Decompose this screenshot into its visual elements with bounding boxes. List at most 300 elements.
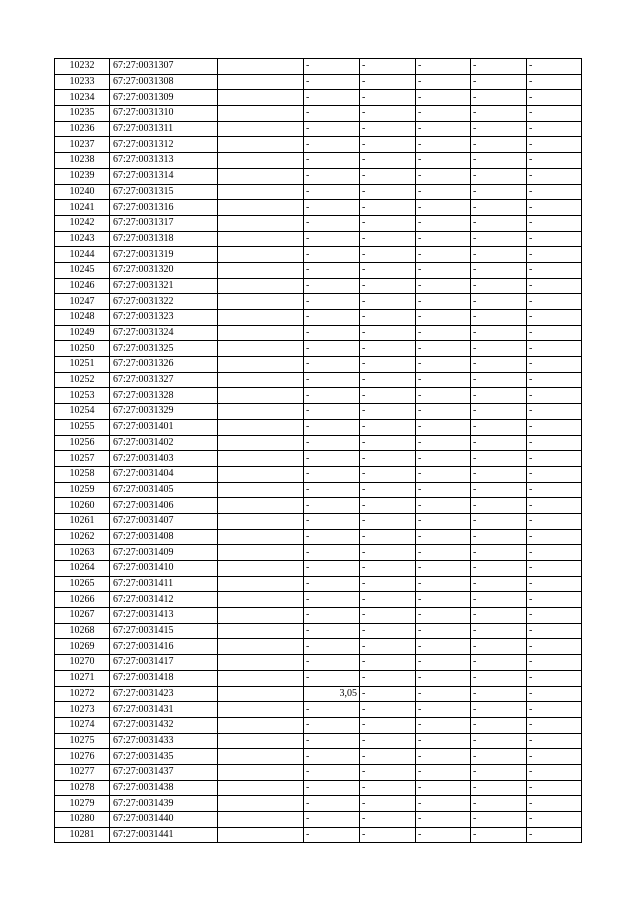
cell-col-4: - <box>304 623 360 639</box>
cell-col-7: - <box>471 90 527 106</box>
cell-col-8: - <box>527 59 582 75</box>
table-row <box>55 404 582 420</box>
cell-col-7: - <box>471 121 527 137</box>
cell-number: 10255 <box>55 419 110 435</box>
cell-cadastral-code: 67:27:0031321 <box>110 278 218 294</box>
cell-col-5: - <box>360 827 416 843</box>
table-row <box>55 702 582 718</box>
cell-number: 10237 <box>55 137 110 153</box>
cell-col-7: - <box>471 608 527 624</box>
cell-col-8: - <box>527 404 582 420</box>
cell-col-7: - <box>471 106 527 122</box>
cell-number: 10245 <box>55 262 110 278</box>
cell-col-3 <box>218 545 304 561</box>
cell-number: 10240 <box>55 184 110 200</box>
cell-col-8: - <box>527 482 582 498</box>
cell-cadastral-code: 67:27:0031437 <box>110 764 218 780</box>
table-row <box>55 451 582 467</box>
cell-col-7: - <box>471 184 527 200</box>
cell-col-6: - <box>416 200 471 216</box>
cell-number: 10251 <box>55 357 110 373</box>
cell-col-4: - <box>304 482 360 498</box>
cell-cadastral-code: 67:27:0031328 <box>110 388 218 404</box>
cell-col-4: - <box>304 247 360 263</box>
cell-col-6: - <box>416 357 471 373</box>
cell-col-5: - <box>360 780 416 796</box>
cell-cadastral-code: 67:27:0031320 <box>110 262 218 278</box>
cell-col-6: - <box>416 702 471 718</box>
cell-cadastral-code: 67:27:0031405 <box>110 482 218 498</box>
cell-col-5: - <box>360 294 416 310</box>
cell-col-8: - <box>527 592 582 608</box>
table-row <box>55 90 582 106</box>
cell-col-7: - <box>471 137 527 153</box>
cell-col-8: - <box>527 231 582 247</box>
cell-cadastral-code: 67:27:0031327 <box>110 372 218 388</box>
cell-col-7: - <box>471 482 527 498</box>
cell-number: 10242 <box>55 215 110 231</box>
cell-col-6: - <box>416 780 471 796</box>
cell-col-8: - <box>527 168 582 184</box>
table-row <box>55 294 582 310</box>
cell-col-6: - <box>416 184 471 200</box>
cell-col-4: - <box>304 215 360 231</box>
cell-col-5: - <box>360 341 416 357</box>
cell-col-4: - <box>304 561 360 577</box>
cell-cadastral-code: 67:27:0031326 <box>110 357 218 373</box>
cell-col-5: - <box>360 59 416 75</box>
cell-col-6: - <box>416 419 471 435</box>
cell-col-7: - <box>471 749 527 765</box>
cell-number: 10273 <box>55 702 110 718</box>
table-row <box>55 717 582 733</box>
cell-col-7: - <box>471 796 527 812</box>
cell-col-6: - <box>416 466 471 482</box>
cell-col-3 <box>218 247 304 263</box>
cell-col-4: - <box>304 372 360 388</box>
cell-col-7: - <box>471 529 527 545</box>
cell-cadastral-code: 67:27:0031440 <box>110 812 218 828</box>
cell-col-8: - <box>527 262 582 278</box>
cell-cadastral-code: 67:27:0031433 <box>110 733 218 749</box>
table-row <box>55 153 582 169</box>
table-row <box>55 561 582 577</box>
cell-col-8: - <box>527 576 582 592</box>
cell-col-8: - <box>527 812 582 828</box>
table-row <box>55 545 582 561</box>
cell-col-6: - <box>416 74 471 90</box>
cell-col-4: - <box>304 451 360 467</box>
table-row <box>55 121 582 137</box>
cell-col-7: - <box>471 341 527 357</box>
cell-col-7: - <box>471 545 527 561</box>
cell-col-8: - <box>527 357 582 373</box>
cell-col-5: - <box>360 451 416 467</box>
cell-col-8: - <box>527 466 582 482</box>
cell-col-5: - <box>360 623 416 639</box>
table-row <box>55 764 582 780</box>
cell-col-7: - <box>471 780 527 796</box>
cell-number: 10269 <box>55 639 110 655</box>
cell-col-4: - <box>304 764 360 780</box>
cell-col-5: - <box>360 608 416 624</box>
cell-col-3 <box>218 686 304 702</box>
cell-col-3 <box>218 655 304 671</box>
cell-cadastral-code: 67:27:0031314 <box>110 168 218 184</box>
cell-col-5: - <box>360 482 416 498</box>
cell-col-8: - <box>527 372 582 388</box>
cell-cadastral-code: 67:27:0031416 <box>110 639 218 655</box>
cell-col-4: - <box>304 529 360 545</box>
cell-cadastral-code: 67:27:0031324 <box>110 325 218 341</box>
cell-col-5: - <box>360 686 416 702</box>
cell-col-3 <box>218 137 304 153</box>
cell-col-3 <box>218 812 304 828</box>
table-row <box>55 435 582 451</box>
cell-col-7: - <box>471 812 527 828</box>
cell-col-8: - <box>527 90 582 106</box>
cell-number: 10253 <box>55 388 110 404</box>
cell-col-6: - <box>416 482 471 498</box>
cell-number: 10261 <box>55 513 110 529</box>
cell-cadastral-code: 67:27:0031406 <box>110 498 218 514</box>
cell-col-5: - <box>360 357 416 373</box>
cell-cadastral-code: 67:27:0031418 <box>110 670 218 686</box>
cell-col-7: - <box>471 310 527 326</box>
cell-cadastral-code: 67:27:0031423 <box>110 686 218 702</box>
cell-col-5: - <box>360 168 416 184</box>
table-row <box>55 498 582 514</box>
cell-number: 10249 <box>55 325 110 341</box>
cell-col-8: - <box>527 419 582 435</box>
cell-col-8: - <box>527 827 582 843</box>
cell-col-5: - <box>360 764 416 780</box>
cell-col-6: - <box>416 749 471 765</box>
table-row <box>55 670 582 686</box>
cell-number: 10272 <box>55 686 110 702</box>
cell-col-8: - <box>527 106 582 122</box>
cell-col-7: - <box>471 576 527 592</box>
cell-col-4: - <box>304 796 360 812</box>
cell-col-8: - <box>527 623 582 639</box>
table-row <box>55 796 582 812</box>
cell-number: 10277 <box>55 764 110 780</box>
table-row <box>55 341 582 357</box>
cell-col-3 <box>218 482 304 498</box>
cell-col-8: - <box>527 310 582 326</box>
cell-col-7: - <box>471 670 527 686</box>
cell-col-3 <box>218 388 304 404</box>
cell-number: 10244 <box>55 247 110 263</box>
cell-col-5: - <box>360 310 416 326</box>
cell-col-4: - <box>304 670 360 686</box>
cell-col-3 <box>218 59 304 75</box>
cell-col-4: - <box>304 702 360 718</box>
table-row <box>55 608 582 624</box>
cell-col-8: - <box>527 513 582 529</box>
cell-col-3 <box>218 764 304 780</box>
cell-col-6: - <box>416 592 471 608</box>
cell-number: 10235 <box>55 106 110 122</box>
cell-col-5: - <box>360 247 416 263</box>
cell-col-6: - <box>416 670 471 686</box>
cell-col-3 <box>218 90 304 106</box>
cell-col-8: - <box>527 74 582 90</box>
cell-col-3 <box>218 262 304 278</box>
cell-col-7: - <box>471 294 527 310</box>
cell-number: 10257 <box>55 451 110 467</box>
cell-col-3 <box>218 310 304 326</box>
cell-col-6: - <box>416 325 471 341</box>
cell-number: 10275 <box>55 733 110 749</box>
cell-cadastral-code: 67:27:0031438 <box>110 780 218 796</box>
cell-col-3 <box>218 561 304 577</box>
table-row <box>55 310 582 326</box>
cell-col-5: - <box>360 121 416 137</box>
table-row <box>55 200 582 216</box>
cell-col-7: - <box>471 278 527 294</box>
cell-cadastral-code: 67:27:0031312 <box>110 137 218 153</box>
cell-col-6: - <box>416 137 471 153</box>
cell-col-6: - <box>416 388 471 404</box>
cell-col-7: - <box>471 372 527 388</box>
cell-col-3 <box>218 608 304 624</box>
cell-col-4: - <box>304 545 360 561</box>
cell-col-6: - <box>416 294 471 310</box>
cell-number: 10241 <box>55 200 110 216</box>
cell-col-3 <box>218 749 304 765</box>
cell-col-5: - <box>360 278 416 294</box>
cell-cadastral-code: 67:27:0031308 <box>110 74 218 90</box>
cell-col-6: - <box>416 341 471 357</box>
cell-col-3 <box>218 231 304 247</box>
table-row <box>55 184 582 200</box>
cell-col-8: - <box>527 278 582 294</box>
cell-col-6: - <box>416 545 471 561</box>
cell-number: 10276 <box>55 749 110 765</box>
cell-col-5: - <box>360 717 416 733</box>
cell-number: 10238 <box>55 153 110 169</box>
table-row <box>55 529 582 545</box>
cell-number: 10265 <box>55 576 110 592</box>
table-row <box>55 106 582 122</box>
cell-col-6: - <box>416 529 471 545</box>
cell-col-4: - <box>304 325 360 341</box>
cell-col-5: - <box>360 561 416 577</box>
cell-col-6: - <box>416 639 471 655</box>
cell-col-3 <box>218 74 304 90</box>
cell-col-3 <box>218 702 304 718</box>
cell-col-3 <box>218 592 304 608</box>
table-row <box>55 686 582 702</box>
cell-col-7: - <box>471 561 527 577</box>
cell-number: 10260 <box>55 498 110 514</box>
cell-col-3 <box>218 513 304 529</box>
cell-col-7: - <box>471 639 527 655</box>
cell-col-4: - <box>304 513 360 529</box>
cell-col-4: - <box>304 812 360 828</box>
table-row <box>55 247 582 263</box>
table-row <box>55 827 582 843</box>
cell-col-7: - <box>471 231 527 247</box>
cell-col-3 <box>218 435 304 451</box>
cell-col-5: - <box>360 231 416 247</box>
cell-number: 10234 <box>55 90 110 106</box>
cell-col-6: - <box>416 796 471 812</box>
cell-col-4: 3,05 <box>304 686 360 702</box>
cell-cadastral-code: 67:27:0031325 <box>110 341 218 357</box>
cell-col-4: - <box>304 357 360 373</box>
cell-col-8: - <box>527 561 582 577</box>
cell-col-8: - <box>527 796 582 812</box>
table-row <box>55 482 582 498</box>
cell-col-4: - <box>304 168 360 184</box>
cell-col-5: - <box>360 184 416 200</box>
cell-col-4: - <box>304 262 360 278</box>
cell-number: 10281 <box>55 827 110 843</box>
cell-col-6: - <box>416 498 471 514</box>
cell-col-4: - <box>304 435 360 451</box>
cell-col-4: - <box>304 639 360 655</box>
cell-col-5: - <box>360 74 416 90</box>
cell-col-4: - <box>304 827 360 843</box>
cell-number: 10250 <box>55 341 110 357</box>
cell-col-6: - <box>416 451 471 467</box>
cell-col-7: - <box>471 466 527 482</box>
cell-col-8: - <box>527 545 582 561</box>
cell-col-4: - <box>304 231 360 247</box>
cell-col-8: - <box>527 184 582 200</box>
cell-cadastral-code: 67:27:0031403 <box>110 451 218 467</box>
cell-col-4: - <box>304 294 360 310</box>
cell-col-6: - <box>416 106 471 122</box>
cell-col-6: - <box>416 764 471 780</box>
cell-number: 10233 <box>55 74 110 90</box>
cell-col-4: - <box>304 153 360 169</box>
cell-cadastral-code: 67:27:0031329 <box>110 404 218 420</box>
cell-number: 10270 <box>55 655 110 671</box>
cell-col-5: - <box>360 576 416 592</box>
cell-col-3 <box>218 529 304 545</box>
cell-col-6: - <box>416 513 471 529</box>
cell-col-4: - <box>304 780 360 796</box>
table-row <box>55 262 582 278</box>
cell-number: 10256 <box>55 435 110 451</box>
cell-col-7: - <box>471 686 527 702</box>
cell-cadastral-code: 67:27:0031309 <box>110 90 218 106</box>
cell-col-6: - <box>416 247 471 263</box>
table-row <box>55 215 582 231</box>
cell-col-8: - <box>527 686 582 702</box>
cell-col-8: - <box>527 247 582 263</box>
cell-col-5: - <box>360 639 416 655</box>
cell-number: 10264 <box>55 561 110 577</box>
cell-cadastral-code: 67:27:0031322 <box>110 294 218 310</box>
cell-col-3 <box>218 451 304 467</box>
cell-col-5: - <box>360 749 416 765</box>
cell-col-7: - <box>471 623 527 639</box>
cell-cadastral-code: 67:27:0031404 <box>110 466 218 482</box>
cell-cadastral-code: 67:27:0031432 <box>110 717 218 733</box>
cell-col-8: - <box>527 325 582 341</box>
cell-col-3 <box>218 106 304 122</box>
cell-col-3 <box>218 200 304 216</box>
cell-col-6: - <box>416 215 471 231</box>
cell-col-7: - <box>471 764 527 780</box>
table-row <box>55 639 582 655</box>
cell-col-3 <box>218 670 304 686</box>
cell-col-6: - <box>416 576 471 592</box>
cell-number: 10278 <box>55 780 110 796</box>
cell-cadastral-code: 67:27:0031417 <box>110 655 218 671</box>
cell-col-3 <box>218 341 304 357</box>
cell-col-4: - <box>304 608 360 624</box>
cell-col-7: - <box>471 388 527 404</box>
cell-col-5: - <box>360 325 416 341</box>
cell-number: 10248 <box>55 310 110 326</box>
cell-col-4: - <box>304 404 360 420</box>
cell-col-4: - <box>304 466 360 482</box>
cell-col-4: - <box>304 576 360 592</box>
cell-col-5: - <box>360 419 416 435</box>
cell-cadastral-code: 67:27:0031410 <box>110 561 218 577</box>
cell-col-4: - <box>304 341 360 357</box>
cell-col-5: - <box>360 200 416 216</box>
table-row <box>55 812 582 828</box>
cell-col-6: - <box>416 608 471 624</box>
cell-col-7: - <box>471 435 527 451</box>
cell-col-3 <box>218 498 304 514</box>
cell-col-8: - <box>527 153 582 169</box>
cell-col-7: - <box>471 153 527 169</box>
cell-col-7: - <box>471 419 527 435</box>
cell-number: 10239 <box>55 168 110 184</box>
cell-col-3 <box>218 733 304 749</box>
cell-col-8: - <box>527 435 582 451</box>
cell-col-7: - <box>471 702 527 718</box>
cell-cadastral-code: 67:27:0031402 <box>110 435 218 451</box>
cell-col-6: - <box>416 404 471 420</box>
cell-col-6: - <box>416 310 471 326</box>
cell-number: 10279 <box>55 796 110 812</box>
table-row <box>55 592 582 608</box>
cell-col-7: - <box>471 717 527 733</box>
cell-col-5: - <box>360 90 416 106</box>
cell-cadastral-code: 67:27:0031407 <box>110 513 218 529</box>
cell-col-8: - <box>527 121 582 137</box>
cell-col-5: - <box>360 215 416 231</box>
cell-cadastral-code: 67:27:0031316 <box>110 200 218 216</box>
cell-number: 10266 <box>55 592 110 608</box>
cell-cadastral-code: 67:27:0031439 <box>110 796 218 812</box>
cell-col-8: - <box>527 388 582 404</box>
cell-col-5: - <box>360 529 416 545</box>
table-body <box>55 59 582 843</box>
cell-col-5: - <box>360 592 416 608</box>
cell-col-8: - <box>527 529 582 545</box>
cell-col-4: - <box>304 278 360 294</box>
cell-col-7: - <box>471 451 527 467</box>
cell-col-7: - <box>471 357 527 373</box>
cell-cadastral-code: 67:27:0031317 <box>110 215 218 231</box>
table-row <box>55 513 582 529</box>
cell-cadastral-code: 67:27:0031318 <box>110 231 218 247</box>
cell-col-7: - <box>471 247 527 263</box>
cell-number: 10247 <box>55 294 110 310</box>
cell-cadastral-code: 67:27:0031431 <box>110 702 218 718</box>
cell-col-4: - <box>304 90 360 106</box>
cell-col-4: - <box>304 498 360 514</box>
